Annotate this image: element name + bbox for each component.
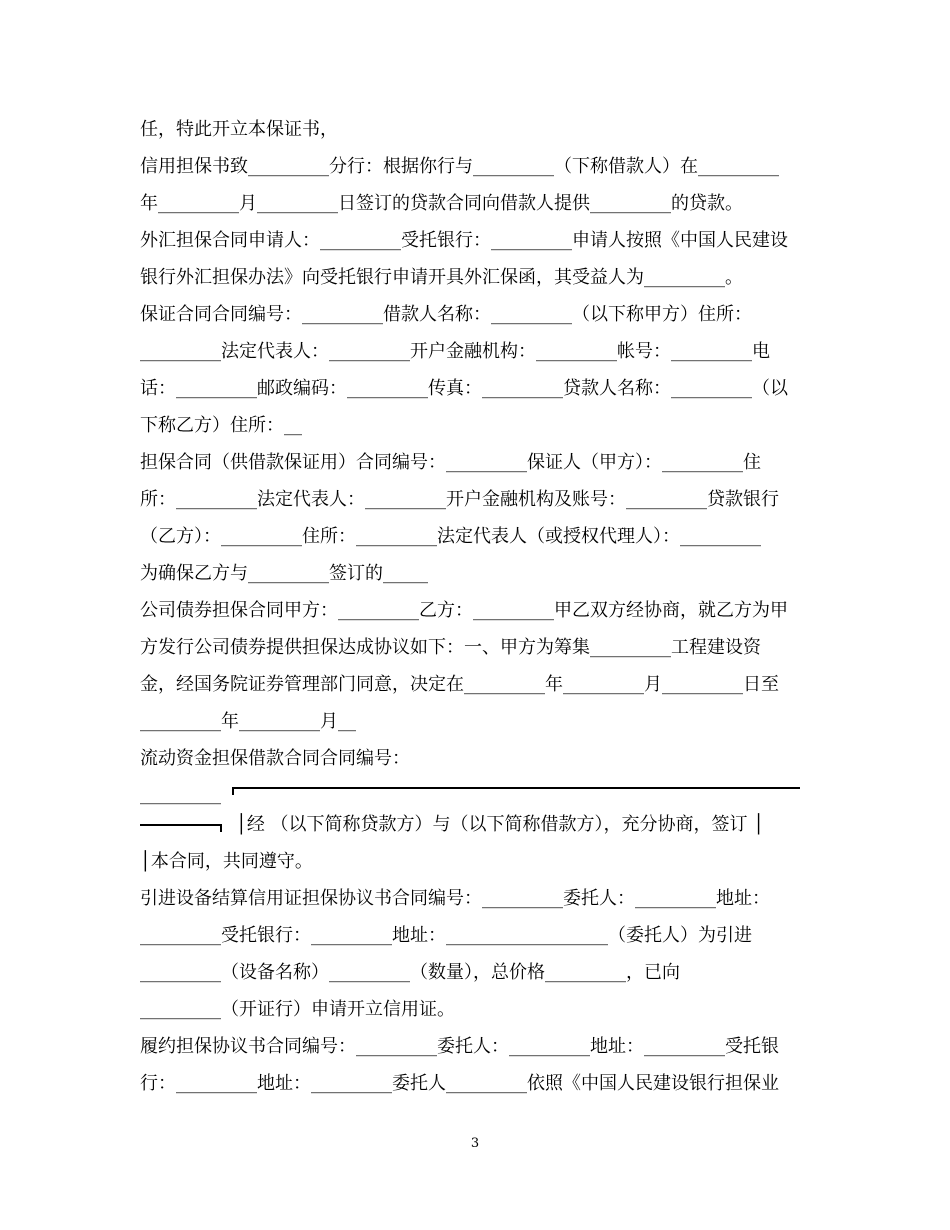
- text-line: │经 （以下简称贷款方）与（以下简称借款方），充分协商，签订 │: [236, 814, 765, 835]
- text-line: 流动资金担保借款合同合同编号：: [140, 748, 410, 769]
- box-top-border: [232, 787, 800, 789]
- box-top-left-corner: [232, 787, 234, 795]
- box-bottom-right-corner: [220, 824, 222, 832]
- text-line: 公司债券担保合同甲方：_________乙方：_________甲乙双方经协商，就乙方为甲: [140, 600, 788, 621]
- text-line: 为确保乙方与_________签订的_____: [140, 563, 428, 584]
- text-line: _________年_________月__: [140, 711, 356, 732]
- text-line: _________受托银行：_________地址：__________________（委托人）为引进: [140, 925, 752, 946]
- text-line: _________法定代表人：_________开户金融机构：_________帐号：_________电: [140, 341, 770, 362]
- text-line: 引进设备结算信用证担保协议书合同编号：_________委托人：_________地址：: [140, 888, 770, 909]
- text-line: （乙方）：_________住所：_________法定代表人（或授权代理人）：_________: [140, 526, 761, 547]
- text-line: _________（开证行）申请开立信用证。: [140, 999, 455, 1020]
- text-line: _________: [140, 784, 221, 805]
- text-line: 外汇担保合同申请人：_________受托银行：_________申请人按照《中国人民建设: [140, 230, 788, 251]
- text-line: 担保合同（供借款保证用）合同编号：_________保证人（甲方）：_________住: [140, 452, 761, 473]
- text-line: 话：_________邮政编码：_________传真：_________贷款人名称：_________（以: [140, 378, 788, 399]
- text-line: 年_________月_________日签订的贷款合同向借款人提供_________的贷款。: [140, 193, 743, 214]
- text-line: 金，经国务院证券管理部门同意，决定在_________年_________月_________日至: [140, 674, 779, 695]
- text-line: 保证合同合同编号：_________借款人名称：_________（以下称甲方）住所：: [140, 304, 752, 325]
- page-number: 3: [470, 1136, 480, 1151]
- text-line: 任，特此开立本保证书，: [140, 119, 338, 140]
- text-line: 下称乙方）住所：__: [140, 415, 302, 436]
- text-line: 履约担保协议书合同编号：_________委托人：_________地址：_________受托银: [140, 1036, 779, 1057]
- text-line: 银行外汇担保办法》向受托银行申请开具外汇保函，其受益人为_________。: [140, 267, 743, 288]
- box-bottom-border: [140, 824, 222, 826]
- text-line: _________（设备名称）_________（数量），总价格_________，已向: [140, 962, 680, 983]
- text-line: 所：_________法定代表人：_________开户金融机构及账号：_________贷款银行: [140, 489, 779, 510]
- text-line: 方发行公司债券提供担保达成协议如下：一、甲方为筹集_________工程建设资: [140, 637, 761, 658]
- text-line: 信用担保书致_________分行：根据你行与_________（下称借款人）在_________: [140, 156, 779, 177]
- text-line: 行：_________地址：_________委托人_________依照《中国人民建设银行担保业: [140, 1073, 779, 1094]
- text-line: │本合同，共同遵守。: [140, 851, 313, 872]
